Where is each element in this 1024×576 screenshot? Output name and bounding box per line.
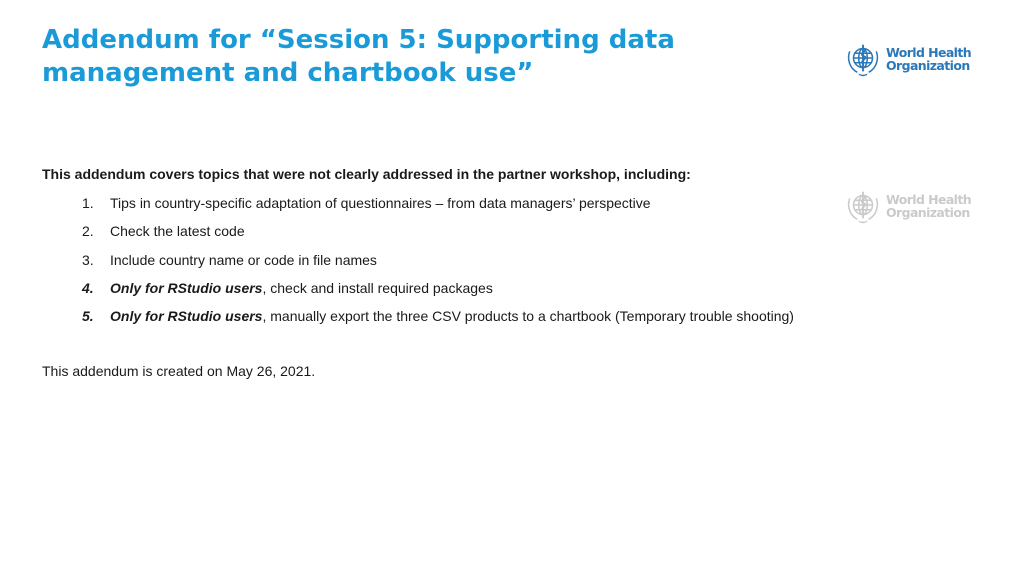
who-logo-watermark-text: [886, 193, 971, 219]
list-item-content: [110, 307, 794, 335]
list-item-text: , manually export the three CSV products to a chartbook (Temporary trouble shooting): [262, 308, 794, 325]
list-item-number: 5.: [82, 308, 94, 325]
list-item-number: 4.: [82, 279, 94, 296]
slide-title-line1: Addendum for “Session 5: Supporting data: [42, 25, 675, 55]
list-item-number: 1.: [82, 195, 94, 211]
list-item: [82, 194, 794, 222]
topic-list: [82, 194, 794, 335]
who-emblem-icon: [844, 187, 882, 225]
who-logo-text: [886, 46, 971, 72]
list-item-emphasis: Only for RStudio users: [110, 279, 263, 296]
who-emblem-icon: [844, 40, 882, 78]
intro-text: This addendum covers topics that were not clearly addressed in the partner workshop, including:: [42, 166, 691, 182]
who-logo-line1: World Health: [886, 45, 972, 60]
slide-title-line2: management and chartbook use”: [42, 58, 534, 88]
list-item-number: 2.: [82, 223, 94, 240]
who-logo-line2: Organization: [886, 58, 970, 73]
list-item: [82, 222, 794, 250]
list-item-emphasis: Only for RStudio users: [110, 308, 263, 325]
list-item-text: Include country name or code in file names: [110, 251, 377, 268]
list-item-content: [110, 279, 493, 307]
list-item: [82, 279, 794, 307]
list-item: [82, 251, 794, 279]
list-item-text: , check and install required packages: [262, 279, 493, 296]
list-item-number: 3.: [82, 251, 94, 268]
list-item-text: Check the latest code: [110, 223, 245, 240]
list-item: [82, 307, 794, 335]
who-logo: [844, 40, 971, 78]
footer-note: This addendum is created on May 26, 2021.: [42, 363, 316, 379]
who-logo-watermark-line1: World Health: [886, 192, 972, 207]
who-logo-watermark: [844, 187, 971, 225]
slide-title: [42, 24, 742, 90]
who-logo-watermark-line2: Organization: [886, 205, 970, 220]
list-item-text: Tips in country-specific adaptation of questionnaires – from data managers’ perspective: [110, 195, 651, 211]
